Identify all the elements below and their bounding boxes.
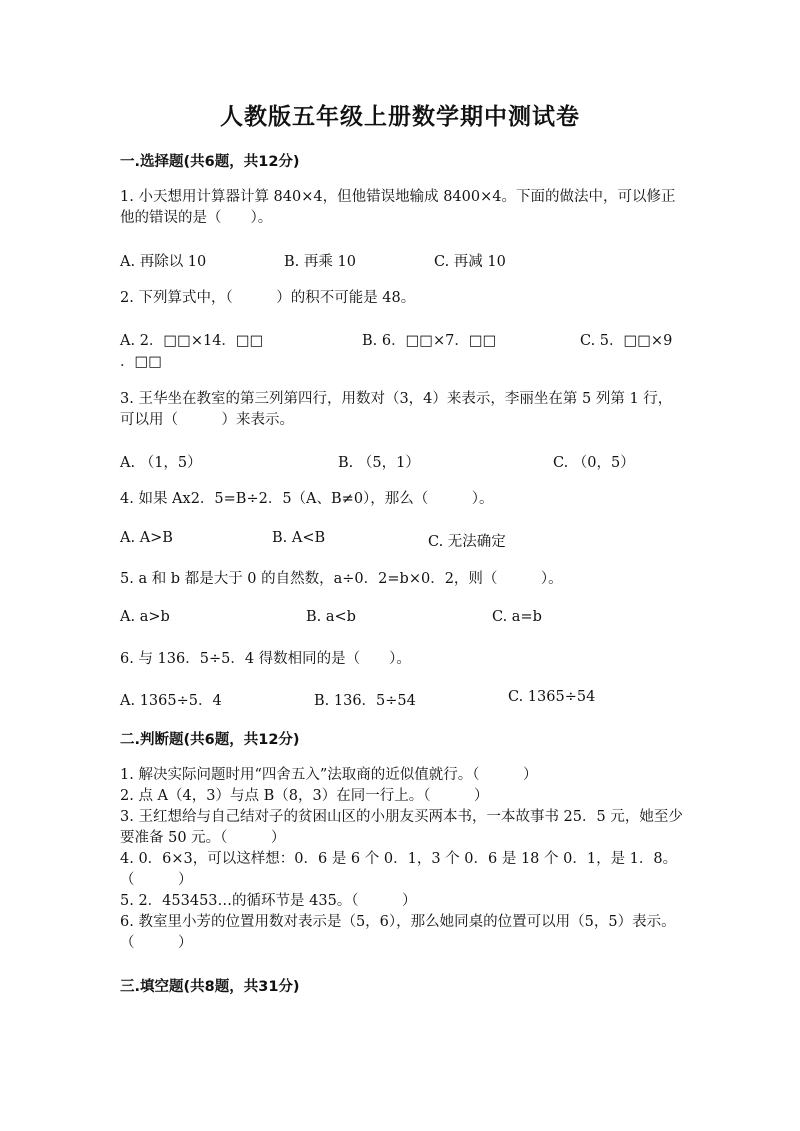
section-heading-judge: 二.判断题(共6题，共12分) (120, 732, 300, 748)
judge-item: 1. 解决实际问题时用“四舍五入”法取商的近似值就行。（ ） (120, 767, 538, 783)
question-stem: 4. 如果 Ax2．5=B÷2．5（A、B≠0），那么（ ）。 (120, 491, 494, 507)
option-c-continued: ．□□ (120, 354, 162, 370)
option-b: B. 6．□□×7．□□ (362, 333, 497, 349)
judge-item: 4. 0．6×3，可以这样想：0．6 是 6 个 0．1，3 个 0．6 是 18 个 0．1，是 1．8。（ ） (120, 851, 678, 888)
question-stem: 1. 小天想用计算器计算 840×4，但他错误地输成 8400×4。下面的做法中，可以修正他的错误的是（ ）。 (120, 189, 676, 226)
option-b: B. A<B (272, 530, 326, 546)
option-c: C. 无法确定 (428, 534, 506, 550)
question-stem: 2. 下列算式中，（ ）的积不可能是 48。 (120, 290, 416, 306)
question-stem: 3. 王华坐在教室的第三列第四行，用数对（3，4）来表示，李丽坐在第 5 列第 1 行，可以用（ ）来表示。 (120, 391, 673, 428)
judge-item: 2. 点 A（4，3）与点 B（8，3）在同一行上。（ ） (120, 788, 489, 804)
option-b: B. 136．5÷54 (314, 693, 416, 709)
question-stem: 6. 与 136．5÷5．4 得数相同的是（ ）。 (120, 651, 411, 667)
option-b: B. （5，1） (338, 455, 420, 471)
page-title: 人教版五年级上册数学期中测试卷 (220, 103, 580, 130)
option-c: C. 再减 10 (434, 254, 506, 270)
option-c: C. （0，5） (553, 455, 635, 471)
option-c: C. 1365÷54 (508, 689, 596, 705)
judge-item: 5. 2．453453…的循环节是 435。（ ） (120, 893, 417, 909)
option-a: A. a>b (120, 609, 170, 625)
section-heading-choice: 一.选择题(共6题，共12分) (120, 154, 300, 170)
option-a: A. 1365÷5．4 (120, 693, 222, 709)
option-b: B. 再乘 10 (284, 254, 356, 270)
option-c: C. 5．□□×9 (580, 333, 673, 349)
option-a: A. 2．□□×14．□□ (120, 333, 264, 349)
option-a: A. A>B (120, 530, 173, 546)
judge-item: 6. 教室里小芳的位置用数对表示是（5，6），那么她同桌的位置可以用（5，5）表示。（ ） (120, 914, 676, 951)
question-stem: 5. a 和 b 都是大于 0 的自然数，a÷0．2=b×0．2，则（ ）。 (120, 571, 563, 587)
option-a: A. 再除以 10 (120, 254, 207, 270)
option-a: A. （1，5） (120, 455, 202, 471)
section-heading-fill: 三.填空题(共8题，共31分) (120, 979, 300, 995)
option-c: C. a=b (492, 609, 542, 625)
option-b: B. a<b (306, 609, 356, 625)
judge-item: 3. 王红想给与自己结对子的贫困山区的小朋友买两本书，一本故事书 25．5 元，她至少要准备 50 元。（ ） (120, 809, 683, 846)
